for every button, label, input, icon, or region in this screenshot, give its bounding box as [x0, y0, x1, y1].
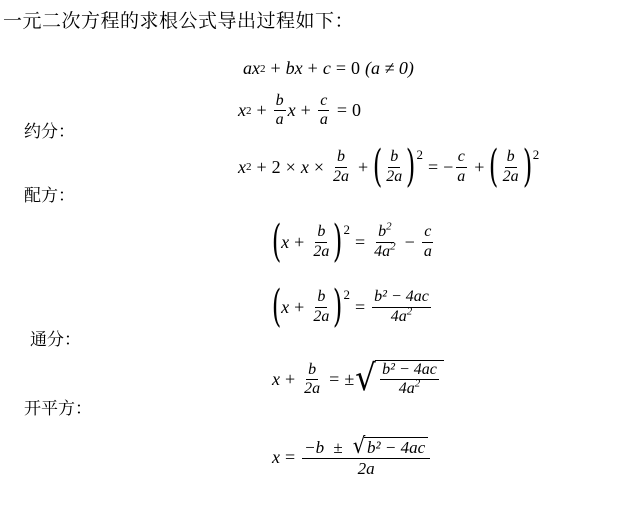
equation-standard-form: a x 2 + b x + c = 0 (a ≠ 0): [243, 58, 414, 78]
fraction-b-over-2a: [311, 288, 331, 326]
fraction-b-over-2a: [302, 361, 322, 399]
equals-sign: =: [355, 231, 366, 252]
numerator: c: [318, 92, 329, 111]
term-x: x: [287, 100, 296, 121]
numerator: b² − 4ac: [380, 361, 439, 380]
radicand: b² − 4ac: [364, 437, 428, 458]
denominator: 2a: [313, 242, 330, 260]
fraction-c-over-a: [455, 148, 467, 186]
fraction-b-over-2a: [331, 148, 351, 186]
term-c: c: [322, 58, 331, 78]
fraction-discriminant-over-4a2: [372, 288, 431, 326]
fraction-c-over-a: [422, 223, 434, 261]
denominator: 2a: [313, 307, 330, 325]
term-x: x: [272, 368, 280, 389]
left-paren: (: [271, 281, 282, 332]
minus-sign: −: [443, 156, 454, 177]
term-x: x: [300, 156, 309, 177]
zero: 0: [350, 58, 360, 78]
left-paren: (: [271, 216, 282, 267]
denominator: a: [457, 167, 466, 185]
numerator: b: [335, 148, 347, 167]
plus-sign: +: [256, 100, 267, 121]
exp-2: 2: [390, 240, 396, 253]
equals-sign: =: [427, 156, 439, 177]
exp-2: 2: [343, 287, 350, 302]
equals-sign: =: [285, 446, 296, 467]
label-kaipingfang: 开平方：: [24, 399, 92, 419]
plus-sign: +: [270, 58, 281, 78]
exp-2: 2: [406, 305, 413, 318]
numerator: [302, 436, 430, 459]
equals-sign: =: [336, 100, 347, 121]
b: b: [378, 223, 387, 241]
page-title: 一元二次方程的求根公式导出过程如下：: [3, 10, 355, 32]
denominator: [397, 380, 423, 398]
exp-2: 2: [532, 147, 540, 162]
plus-sign: +: [294, 296, 305, 317]
radical-sign: √: [352, 434, 366, 459]
fraction-c-over-a: [318, 92, 330, 130]
plus-sign: +: [300, 100, 311, 121]
label-peifang: 配方：: [24, 186, 75, 206]
numerator: c: [422, 223, 433, 242]
square-root: [352, 436, 428, 458]
denominator: a: [319, 111, 328, 129]
equals-sign: =: [355, 296, 366, 317]
right-paren: ): [333, 281, 343, 332]
left-paren: (: [372, 141, 383, 192]
term-a: a: [243, 58, 252, 78]
denominator: 2a: [502, 167, 519, 185]
radicand: [375, 360, 444, 399]
numerator: c: [456, 148, 467, 167]
fraction-discriminant-over-4a2: [380, 361, 439, 399]
fraction-b2-over-4a2: [372, 220, 398, 261]
fraction-quadratic-formula: [302, 436, 430, 479]
term-x: x: [281, 231, 290, 252]
coef-2: 2: [271, 156, 281, 177]
numerator: b: [315, 288, 327, 307]
equation-common-denominator: [271, 281, 433, 332]
exp-2: 2: [386, 220, 392, 233]
equation-divided: x 2 + $\frac{b}{a}$ x + $\frac{c}{a}$ = 0: [238, 92, 361, 129]
plus-sign: +: [357, 156, 369, 177]
term-x: x: [272, 446, 280, 467]
times-sign: ×: [285, 156, 296, 177]
equals-sign: =: [329, 368, 340, 389]
zero: 0: [351, 100, 361, 121]
term-x: x: [281, 296, 290, 317]
term-x: x: [252, 58, 260, 78]
label-yuefen: 约分：: [24, 122, 75, 142]
right-paren: ): [333, 216, 343, 267]
fraction-b-over-2a: [311, 223, 331, 261]
denominator: 2a: [386, 167, 403, 185]
right-paren: ): [406, 141, 416, 192]
denominator: 2a: [357, 459, 375, 478]
numerator: b: [505, 148, 517, 167]
numerator: b: [388, 148, 400, 167]
radical-sign: √: [355, 358, 377, 400]
fraction-b-over-2a: [384, 148, 404, 186]
term-b: b: [285, 58, 295, 78]
plus-sign: +: [256, 156, 267, 177]
plus-sign: +: [474, 156, 485, 177]
fraction-b-over-a: [274, 92, 286, 130]
term-x: x: [238, 100, 246, 121]
label-tongfen: 通分：: [30, 330, 81, 350]
equation-square-root: [272, 360, 444, 399]
exp-2: 2: [343, 222, 350, 237]
denominator: 2a: [332, 167, 349, 185]
denominator: a: [423, 242, 432, 260]
exp-2: 2: [416, 147, 423, 162]
equation-square-form: [271, 216, 436, 267]
exp-2: 2: [414, 378, 421, 391]
denominator: 2a: [304, 379, 321, 397]
equals-sign: =: [335, 58, 346, 78]
4a: 4a: [374, 242, 391, 260]
term-x: x: [294, 58, 303, 78]
fraction-b-over-2a: [501, 148, 521, 186]
numerator: b: [315, 223, 327, 242]
numerator: b: [274, 92, 286, 111]
neg-b: −b: [304, 438, 325, 457]
square-root: [354, 360, 444, 399]
numerator: b² − 4ac: [372, 288, 431, 307]
plus-sign: +: [294, 231, 305, 252]
left-paren: (: [489, 141, 499, 192]
plus-minus-sign: ±: [344, 368, 355, 389]
times-sign: ×: [313, 156, 324, 177]
plus-sign: +: [285, 368, 296, 389]
plus-minus-sign: ±: [333, 438, 343, 457]
plus-sign: +: [307, 58, 318, 78]
4a: 4a: [390, 307, 407, 325]
condition: (a ≠ 0): [364, 58, 414, 78]
denominator: [372, 240, 398, 261]
denominator: a: [275, 111, 284, 129]
equation-complete-square: x 2 + 2 × x × $\frac{b}{2a}$ + ( $\frac{b}{2a}$ ) 2 = − $\frac{c}{a}$ + ( $\frac{b}{2a}$ ) 2: [238, 141, 540, 192]
equation-quadratic-formula: [272, 436, 432, 479]
denominator: [389, 305, 415, 326]
4a: 4a: [398, 380, 415, 398]
minus-sign: −: [404, 231, 415, 252]
term-x: x: [238, 156, 246, 177]
right-paren: ): [522, 141, 532, 192]
numerator: b: [306, 361, 318, 380]
